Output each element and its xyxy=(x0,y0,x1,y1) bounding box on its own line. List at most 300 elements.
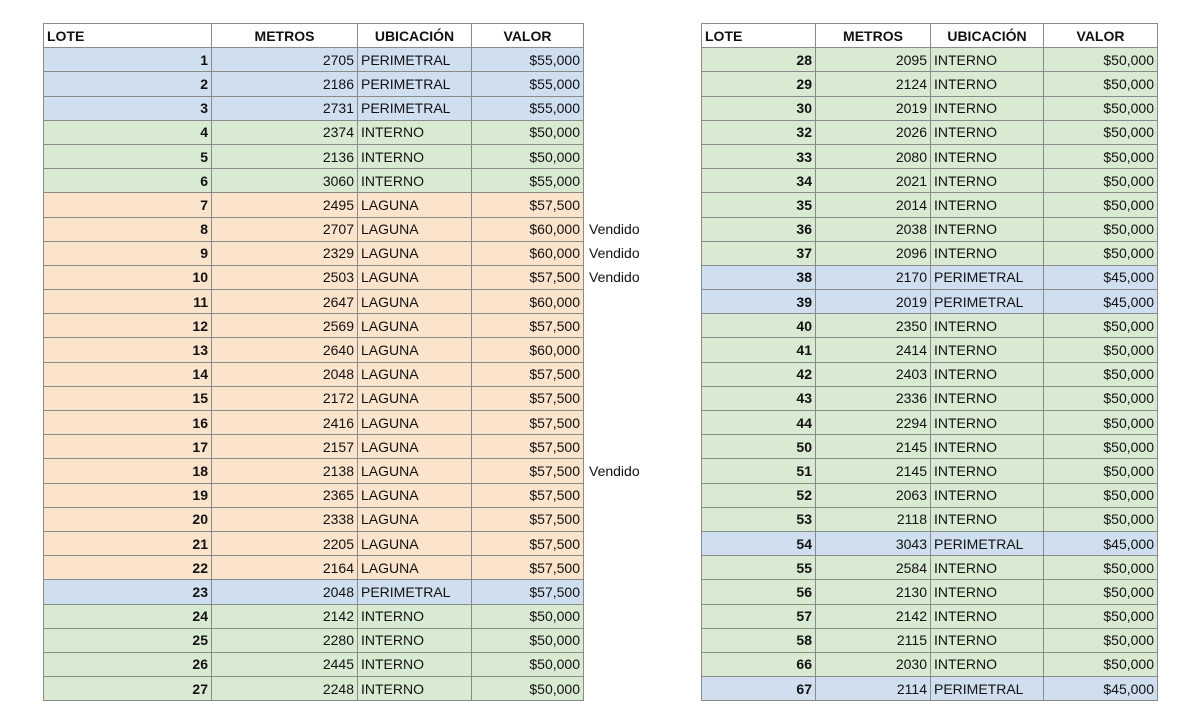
table-row xyxy=(702,217,1158,241)
table-row xyxy=(702,652,1158,676)
metros-cell: 2014 xyxy=(816,193,931,217)
status-note-cell: Vendido xyxy=(584,217,652,241)
lote-cell: 28 xyxy=(702,48,816,72)
valor-cell: $50,000 xyxy=(472,628,584,652)
ubicacion-cell: INTERNO xyxy=(931,144,1044,168)
lote-cell: 55 xyxy=(702,556,816,580)
ubicacion-cell: LAGUNA xyxy=(358,290,472,314)
lote-cell: 5 xyxy=(44,144,212,168)
ubicacion-cell: INTERNO xyxy=(931,48,1044,72)
ubicacion-cell: INTERNO xyxy=(931,241,1044,265)
table-row xyxy=(44,435,652,459)
header-row xyxy=(44,24,652,48)
valor-cell: $57,500 xyxy=(472,193,584,217)
metros-cell: 2414 xyxy=(816,338,931,362)
ubicacion-cell: LAGUNA xyxy=(358,459,472,483)
table-row xyxy=(44,628,652,652)
table-row xyxy=(702,144,1158,168)
lote-cell: 19 xyxy=(44,483,212,507)
valor-cell: $45,000 xyxy=(1044,677,1158,701)
lote-cell: 3 xyxy=(44,96,212,120)
lote-cell: 32 xyxy=(702,120,816,144)
metros-cell: 2021 xyxy=(816,169,931,193)
table-row xyxy=(44,290,652,314)
lote-cell: 24 xyxy=(44,604,212,628)
ubicacion-cell: PERIMETRAL xyxy=(931,531,1044,555)
ubicacion-cell: INTERNO xyxy=(931,628,1044,652)
metros-cell: 2136 xyxy=(212,144,358,168)
metros-cell: 2503 xyxy=(212,265,358,289)
metros-cell: 2248 xyxy=(212,677,358,701)
metros-cell: 2142 xyxy=(212,604,358,628)
ubicacion-cell: INTERNO xyxy=(358,677,472,701)
valor-cell: $50,000 xyxy=(1044,362,1158,386)
table-row xyxy=(702,338,1158,362)
status-note-cell xyxy=(584,169,652,193)
metros-cell: 2142 xyxy=(816,604,931,628)
lote-cell: 33 xyxy=(702,144,816,168)
table-row xyxy=(44,652,652,676)
metros-cell: 2170 xyxy=(816,265,931,289)
ubicacion-cell: INTERNO xyxy=(358,144,472,168)
header-ubicacion: UBICACIÓN xyxy=(931,24,1044,48)
ubicacion-cell: PERIMETRAL xyxy=(358,48,472,72)
table-row xyxy=(702,435,1158,459)
valor-cell: $50,000 xyxy=(1044,169,1158,193)
table-row xyxy=(44,556,652,580)
header-note-spacer xyxy=(584,24,652,48)
metros-cell: 2338 xyxy=(212,507,358,531)
ubicacion-cell: LAGUNA xyxy=(358,556,472,580)
status-note-cell xyxy=(584,556,652,580)
ubicacion-cell: INTERNO xyxy=(358,652,472,676)
metros-cell: 2030 xyxy=(816,652,931,676)
table-row xyxy=(702,604,1158,628)
table-row xyxy=(44,265,652,289)
metros-cell: 3060 xyxy=(212,169,358,193)
header-row xyxy=(702,24,1158,48)
valor-cell: $50,000 xyxy=(1044,628,1158,652)
valor-cell: $50,000 xyxy=(1044,48,1158,72)
metros-cell: 2019 xyxy=(816,96,931,120)
table-row xyxy=(702,411,1158,435)
table-row xyxy=(44,314,652,338)
lote-cell: 44 xyxy=(702,411,816,435)
lote-cell: 1 xyxy=(44,48,212,72)
ubicacion-cell: INTERNO xyxy=(931,96,1044,120)
lote-cell: 56 xyxy=(702,580,816,604)
valor-cell: $50,000 xyxy=(472,144,584,168)
lots-table-right-body xyxy=(702,48,1158,701)
ubicacion-cell: INTERNO xyxy=(931,483,1044,507)
metros-cell: 2115 xyxy=(816,628,931,652)
table-row xyxy=(702,459,1158,483)
metros-cell: 2130 xyxy=(816,580,931,604)
valor-cell: $55,000 xyxy=(472,96,584,120)
lote-cell: 66 xyxy=(702,652,816,676)
valor-cell: $57,500 xyxy=(472,314,584,338)
ubicacion-cell: LAGUNA xyxy=(358,411,472,435)
metros-cell: 2640 xyxy=(212,338,358,362)
ubicacion-cell: INTERNO xyxy=(931,580,1044,604)
lote-cell: 7 xyxy=(44,193,212,217)
lote-cell: 58 xyxy=(702,628,816,652)
valor-cell: $57,500 xyxy=(472,362,584,386)
table-row xyxy=(44,483,652,507)
table-row xyxy=(44,362,652,386)
ubicacion-cell: PERIMETRAL xyxy=(358,72,472,96)
valor-cell: $57,500 xyxy=(472,386,584,410)
header-valor: VALOR xyxy=(1044,24,1158,48)
table-row xyxy=(44,604,652,628)
table-row xyxy=(702,531,1158,555)
table-row xyxy=(702,386,1158,410)
valor-cell: $57,500 xyxy=(472,556,584,580)
ubicacion-cell: LAGUNA xyxy=(358,507,472,531)
ubicacion-cell: LAGUNA xyxy=(358,217,472,241)
ubicacion-cell: INTERNO xyxy=(931,556,1044,580)
metros-cell: 2145 xyxy=(816,459,931,483)
status-note-cell xyxy=(584,72,652,96)
metros-cell: 2280 xyxy=(212,628,358,652)
metros-cell: 2118 xyxy=(816,507,931,531)
ubicacion-cell: PERIMETRAL xyxy=(358,96,472,120)
lote-cell: 38 xyxy=(702,265,816,289)
table-row xyxy=(44,96,652,120)
header-lote: LOTE xyxy=(44,24,212,48)
lote-cell: 22 xyxy=(44,556,212,580)
table-row xyxy=(44,241,652,265)
valor-cell: $50,000 xyxy=(1044,120,1158,144)
lote-cell: 29 xyxy=(702,72,816,96)
metros-cell: 2416 xyxy=(212,411,358,435)
metros-cell: 2445 xyxy=(212,652,358,676)
lote-cell: 4 xyxy=(44,120,212,144)
lote-cell: 14 xyxy=(44,362,212,386)
valor-cell: $50,000 xyxy=(1044,241,1158,265)
ubicacion-cell: LAGUNA xyxy=(358,386,472,410)
ubicacion-cell: LAGUNA xyxy=(358,483,472,507)
lote-cell: 13 xyxy=(44,338,212,362)
metros-cell: 2707 xyxy=(212,217,358,241)
table-row xyxy=(702,677,1158,701)
table-row xyxy=(44,459,652,483)
table-row xyxy=(702,193,1158,217)
ubicacion-cell: INTERNO xyxy=(931,435,1044,459)
ubicacion-cell: LAGUNA xyxy=(358,265,472,289)
table-row xyxy=(44,386,652,410)
status-note-cell xyxy=(584,483,652,507)
metros-cell: 2647 xyxy=(212,290,358,314)
ubicacion-cell: INTERNO xyxy=(931,604,1044,628)
metros-cell: 2114 xyxy=(816,677,931,701)
ubicacion-cell: INTERNO xyxy=(931,411,1044,435)
ubicacion-cell: INTERNO xyxy=(931,72,1044,96)
valor-cell: $50,000 xyxy=(1044,314,1158,338)
status-note-cell xyxy=(584,435,652,459)
metros-cell: 2329 xyxy=(212,241,358,265)
metros-cell: 2584 xyxy=(816,556,931,580)
metros-cell: 2124 xyxy=(816,72,931,96)
valor-cell: $57,500 xyxy=(472,483,584,507)
lote-cell: 53 xyxy=(702,507,816,531)
valor-cell: $50,000 xyxy=(1044,459,1158,483)
valor-cell: $50,000 xyxy=(1044,652,1158,676)
valor-cell: $55,000 xyxy=(472,169,584,193)
status-note-cell xyxy=(584,507,652,531)
valor-cell: $50,000 xyxy=(472,604,584,628)
valor-cell: $50,000 xyxy=(1044,483,1158,507)
valor-cell: $50,000 xyxy=(472,652,584,676)
header-ubicacion: UBICACIÓN xyxy=(358,24,472,48)
metros-cell: 2569 xyxy=(212,314,358,338)
header-lote: LOTE xyxy=(702,24,816,48)
status-note-cell xyxy=(584,290,652,314)
valor-cell: $45,000 xyxy=(1044,290,1158,314)
valor-cell: $57,500 xyxy=(472,435,584,459)
valor-cell: $57,500 xyxy=(472,265,584,289)
table-row xyxy=(44,531,652,555)
ubicacion-cell: INTERNO xyxy=(358,604,472,628)
lote-cell: 25 xyxy=(44,628,212,652)
valor-cell: $50,000 xyxy=(1044,338,1158,362)
ubicacion-cell: LAGUNA xyxy=(358,193,472,217)
metros-cell: 2048 xyxy=(212,362,358,386)
ubicacion-cell: INTERNO xyxy=(931,386,1044,410)
table-row xyxy=(44,48,652,72)
table-row xyxy=(702,169,1158,193)
valor-cell: $50,000 xyxy=(1044,556,1158,580)
ubicacion-cell: INTERNO xyxy=(931,193,1044,217)
status-note-cell xyxy=(584,677,652,701)
lote-cell: 18 xyxy=(44,459,212,483)
table-row xyxy=(702,96,1158,120)
header-metros: METROS xyxy=(212,24,358,48)
metros-cell: 2186 xyxy=(212,72,358,96)
lote-cell: 39 xyxy=(702,290,816,314)
valor-cell: $57,500 xyxy=(472,459,584,483)
table-row xyxy=(702,265,1158,289)
lote-cell: 10 xyxy=(44,265,212,289)
status-note-cell xyxy=(584,580,652,604)
table-row xyxy=(44,120,652,144)
table-row xyxy=(702,362,1158,386)
ubicacion-cell: LAGUNA xyxy=(358,435,472,459)
table-row xyxy=(44,144,652,168)
lote-cell: 16 xyxy=(44,411,212,435)
status-note-cell xyxy=(584,652,652,676)
lote-cell: 30 xyxy=(702,96,816,120)
table-row xyxy=(44,72,652,96)
lots-table-left-body xyxy=(44,48,652,701)
status-note-cell: Vendido xyxy=(584,459,652,483)
status-note-cell xyxy=(584,604,652,628)
lote-cell: 17 xyxy=(44,435,212,459)
status-note-cell xyxy=(584,362,652,386)
metros-cell: 2350 xyxy=(816,314,931,338)
metros-cell: 2294 xyxy=(816,411,931,435)
valor-cell: $50,000 xyxy=(1044,411,1158,435)
metros-cell: 2157 xyxy=(212,435,358,459)
lote-cell: 2 xyxy=(44,72,212,96)
lote-cell: 67 xyxy=(702,677,816,701)
valor-cell: $50,000 xyxy=(1044,217,1158,241)
table-row xyxy=(44,411,652,435)
ubicacion-cell: INTERNO xyxy=(931,338,1044,362)
table-row xyxy=(702,314,1158,338)
status-note-cell xyxy=(584,386,652,410)
table-row xyxy=(44,217,652,241)
valor-cell: $50,000 xyxy=(1044,507,1158,531)
metros-cell: 3043 xyxy=(816,531,931,555)
lote-cell: 50 xyxy=(702,435,816,459)
table-row xyxy=(702,72,1158,96)
lote-cell: 41 xyxy=(702,338,816,362)
status-note-cell xyxy=(584,144,652,168)
metros-cell: 2138 xyxy=(212,459,358,483)
lote-cell: 9 xyxy=(44,241,212,265)
ubicacion-cell: INTERNO xyxy=(358,169,472,193)
ubicacion-cell: INTERNO xyxy=(931,362,1044,386)
ubicacion-cell: INTERNO xyxy=(931,507,1044,531)
lots-table-left xyxy=(43,23,652,701)
table-row xyxy=(702,580,1158,604)
valor-cell: $50,000 xyxy=(1044,96,1158,120)
status-note-cell: Vendido xyxy=(584,241,652,265)
metros-cell: 2336 xyxy=(816,386,931,410)
ubicacion-cell: PERIMETRAL xyxy=(931,265,1044,289)
metros-cell: 2365 xyxy=(212,483,358,507)
lote-cell: 15 xyxy=(44,386,212,410)
metros-cell: 2048 xyxy=(212,580,358,604)
ubicacion-cell: INTERNO xyxy=(358,628,472,652)
metros-cell: 2172 xyxy=(212,386,358,410)
ubicacion-cell: LAGUNA xyxy=(358,314,472,338)
valor-cell: $57,500 xyxy=(472,580,584,604)
metros-cell: 2495 xyxy=(212,193,358,217)
lote-cell: 12 xyxy=(44,314,212,338)
status-note-cell xyxy=(584,314,652,338)
lote-cell: 34 xyxy=(702,169,816,193)
status-note-cell xyxy=(584,411,652,435)
metros-cell: 2026 xyxy=(816,120,931,144)
status-note-cell xyxy=(584,48,652,72)
ubicacion-cell: INTERNO xyxy=(931,217,1044,241)
lote-cell: 20 xyxy=(44,507,212,531)
status-note-cell xyxy=(584,193,652,217)
status-note-cell xyxy=(584,628,652,652)
lote-cell: 37 xyxy=(702,241,816,265)
table-row xyxy=(44,169,652,193)
metros-cell: 2145 xyxy=(816,435,931,459)
metros-cell: 2403 xyxy=(816,362,931,386)
valor-cell: $45,000 xyxy=(1044,531,1158,555)
lote-cell: 40 xyxy=(702,314,816,338)
valor-cell: $57,500 xyxy=(472,411,584,435)
metros-cell: 2038 xyxy=(816,217,931,241)
metros-cell: 2080 xyxy=(816,144,931,168)
lote-cell: 6 xyxy=(44,169,212,193)
ubicacion-cell: LAGUNA xyxy=(358,531,472,555)
table-row xyxy=(702,628,1158,652)
valor-cell: $50,000 xyxy=(1044,435,1158,459)
ubicacion-cell: PERIMETRAL xyxy=(358,580,472,604)
valor-cell: $55,000 xyxy=(472,48,584,72)
ubicacion-cell: INTERNO xyxy=(931,120,1044,144)
valor-cell: $60,000 xyxy=(472,217,584,241)
lote-cell: 42 xyxy=(702,362,816,386)
lots-table-right xyxy=(701,23,1158,701)
ubicacion-cell: PERIMETRAL xyxy=(931,290,1044,314)
table-row xyxy=(44,193,652,217)
metros-cell: 2705 xyxy=(212,48,358,72)
table-row xyxy=(702,507,1158,531)
ubicacion-cell: INTERNO xyxy=(931,169,1044,193)
valor-cell: $50,000 xyxy=(472,677,584,701)
header-valor: VALOR xyxy=(472,24,584,48)
lote-cell: 11 xyxy=(44,290,212,314)
valor-cell: $50,000 xyxy=(1044,386,1158,410)
valor-cell: $55,000 xyxy=(472,72,584,96)
ubicacion-cell: LAGUNA xyxy=(358,338,472,362)
ubicacion-cell: LAGUNA xyxy=(358,241,472,265)
metros-cell: 2164 xyxy=(212,556,358,580)
lote-cell: 23 xyxy=(44,580,212,604)
valor-cell: $60,000 xyxy=(472,338,584,362)
valor-cell: $60,000 xyxy=(472,290,584,314)
table-row xyxy=(702,483,1158,507)
table-row xyxy=(702,290,1158,314)
status-note-cell xyxy=(584,338,652,362)
valor-cell: $57,500 xyxy=(472,531,584,555)
valor-cell: $57,500 xyxy=(472,507,584,531)
lote-cell: 36 xyxy=(702,217,816,241)
lote-cell: 27 xyxy=(44,677,212,701)
valor-cell: $50,000 xyxy=(1044,144,1158,168)
valor-cell: $50,000 xyxy=(1044,604,1158,628)
lote-cell: 8 xyxy=(44,217,212,241)
status-note-cell: Vendido xyxy=(584,265,652,289)
lote-cell: 21 xyxy=(44,531,212,555)
table-row xyxy=(702,241,1158,265)
metros-cell: 2019 xyxy=(816,290,931,314)
ubicacion-cell: INTERNO xyxy=(358,120,472,144)
lote-cell: 52 xyxy=(702,483,816,507)
valor-cell: $50,000 xyxy=(1044,580,1158,604)
lote-cell: 51 xyxy=(702,459,816,483)
lote-cell: 26 xyxy=(44,652,212,676)
table-row xyxy=(44,580,652,604)
lote-cell: 57 xyxy=(702,604,816,628)
valor-cell: $50,000 xyxy=(472,120,584,144)
valor-cell: $60,000 xyxy=(472,241,584,265)
table-row xyxy=(702,48,1158,72)
valor-cell: $50,000 xyxy=(1044,72,1158,96)
status-note-cell xyxy=(584,531,652,555)
metros-cell: 2374 xyxy=(212,120,358,144)
status-note-cell xyxy=(584,96,652,120)
ubicacion-cell: INTERNO xyxy=(931,459,1044,483)
table-row xyxy=(702,556,1158,580)
table-row xyxy=(44,507,652,531)
ubicacion-cell: INTERNO xyxy=(931,652,1044,676)
lote-cell: 35 xyxy=(702,193,816,217)
table-row xyxy=(44,338,652,362)
lote-cell: 54 xyxy=(702,531,816,555)
metros-cell: 2096 xyxy=(816,241,931,265)
ubicacion-cell: LAGUNA xyxy=(358,362,472,386)
metros-cell: 2095 xyxy=(816,48,931,72)
